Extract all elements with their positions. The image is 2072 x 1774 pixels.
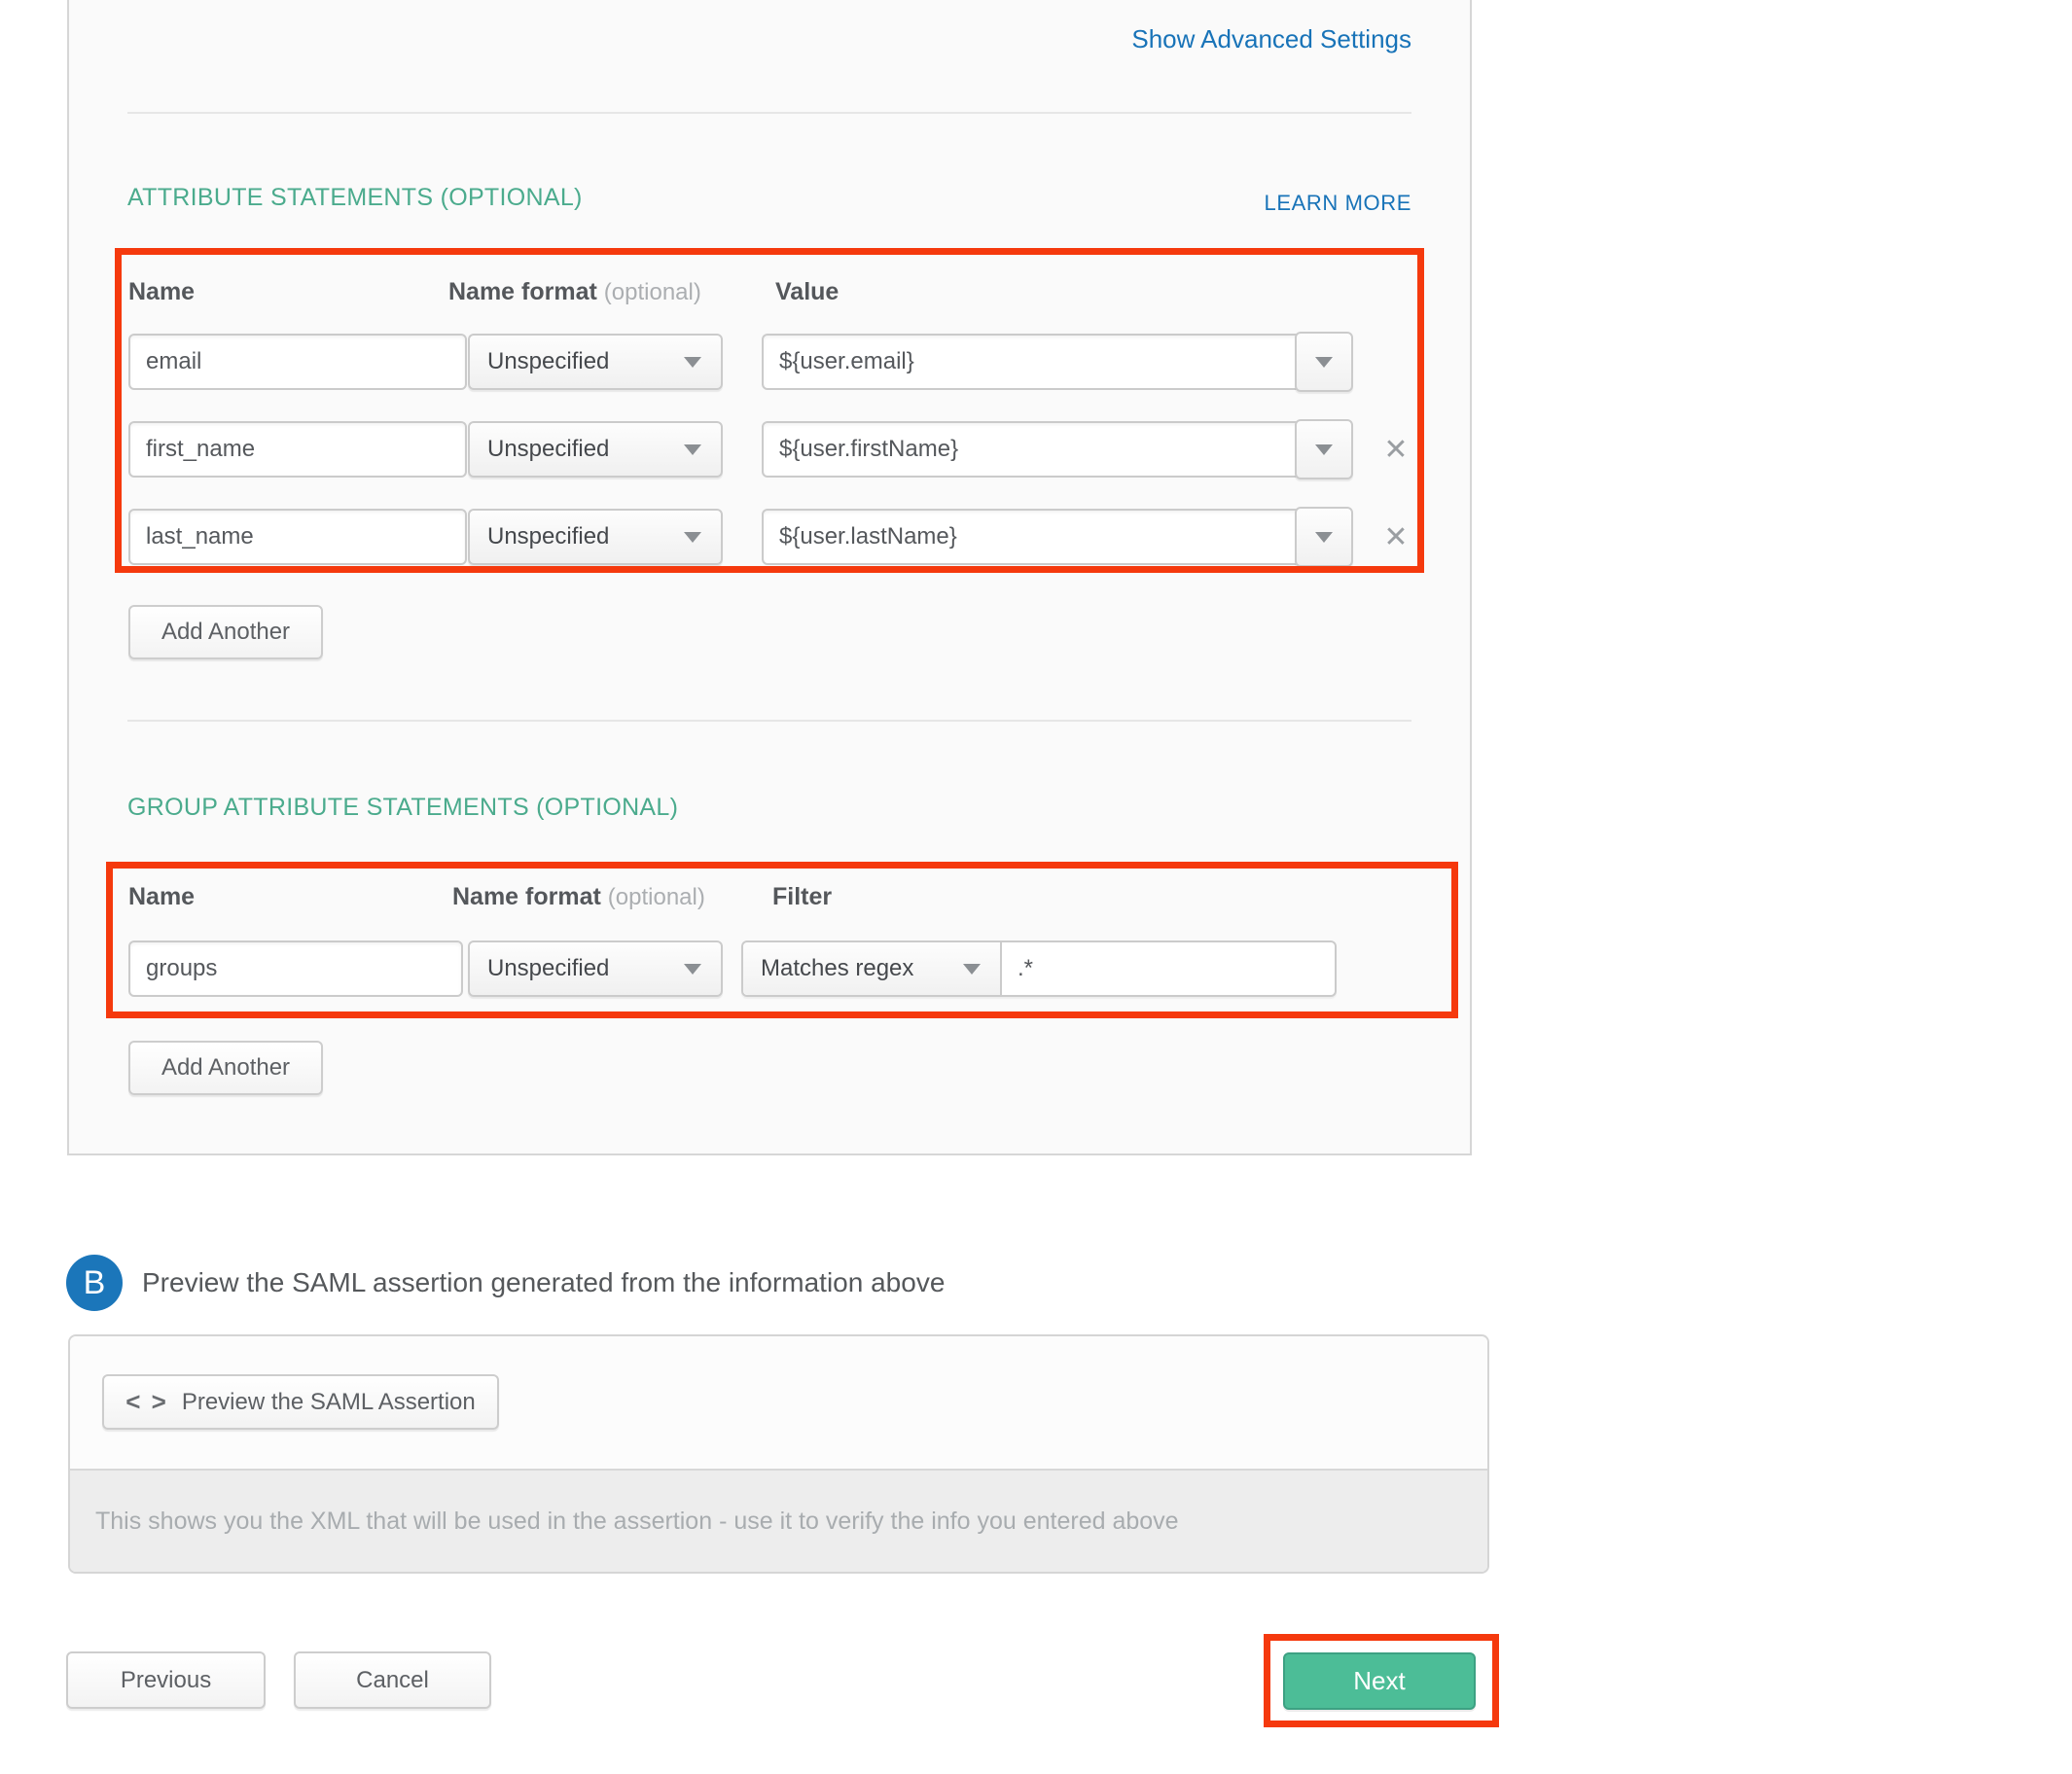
group-column-header-optional-label: (optional) (607, 884, 705, 910)
filter-type-dropdown[interactable] (743, 942, 1002, 995)
chevron-down-icon (1315, 444, 1333, 455)
group-name-format-dropdown[interactable] (468, 940, 723, 997)
cancel-button[interactable]: Cancel (294, 1651, 491, 1709)
column-header-name-format-label: Name format (448, 278, 597, 305)
value-dropdown-button[interactable] (1295, 507, 1353, 567)
name-format-value: Unspecified (487, 436, 610, 462)
preview-box-top (70, 1336, 1487, 1469)
column-header-value: Value (775, 278, 840, 305)
divider (127, 720, 1411, 722)
group-column-header-name: Name (128, 883, 196, 910)
chevron-down-icon (1315, 532, 1333, 543)
group-column-header-name-format-label: Name format (452, 883, 601, 910)
filter-value-input[interactable] (1002, 942, 1335, 995)
step-b-title: Preview the SAML assertion generated from the information above (142, 1267, 946, 1297)
attribute-value-combo (762, 421, 1351, 478)
add-another-attribute-button[interactable]: Add Another (128, 605, 323, 659)
column-header-optional-label: (optional) (603, 279, 701, 305)
name-format-value: Unspecified (487, 523, 610, 550)
column-header-name: Name (128, 278, 196, 305)
attribute-value-input[interactable] (762, 421, 1351, 478)
attribute-value-input[interactable] (762, 509, 1351, 565)
divider (127, 112, 1411, 114)
chevron-down-icon (1315, 357, 1333, 368)
add-another-group-attribute-button[interactable]: Add Another (128, 1041, 323, 1095)
saml-settings-panel (67, 0, 1472, 1155)
preview-saml-assertion-button[interactable] (102, 1374, 499, 1430)
show-advanced-settings-link[interactable]: Show Advanced Settings (1131, 24, 1411, 53)
name-format-dropdown[interactable] (468, 334, 723, 390)
close-icon: ✕ (1383, 433, 1409, 466)
learn-more-link[interactable]: LEARN MORE (1264, 191, 1411, 215)
step-b-badge: B (66, 1255, 123, 1311)
remove-attribute-button[interactable] (1375, 421, 1417, 478)
next-button[interactable]: Next (1283, 1652, 1476, 1710)
column-header-name-format (448, 278, 701, 306)
chevron-down-icon (963, 964, 981, 975)
saml-assertion-preview-box (68, 1334, 1489, 1574)
group-filter-combo (741, 940, 1337, 997)
remove-attribute-button[interactable] (1375, 509, 1417, 565)
chevron-down-icon (684, 964, 701, 975)
close-icon: ✕ (1383, 520, 1409, 553)
chevron-down-icon (684, 532, 701, 543)
chevron-down-icon (684, 357, 701, 368)
group-column-header-filter: Filter (772, 883, 833, 910)
value-dropdown-button[interactable] (1295, 332, 1353, 392)
filter-type-value: Matches regex (761, 955, 914, 981)
attribute-name-input[interactable] (128, 334, 467, 390)
preview-box-note-area (70, 1469, 1487, 1574)
attribute-value-combo (762, 334, 1351, 390)
attribute-value-combo (762, 509, 1351, 565)
name-format-value: Unspecified (487, 348, 610, 374)
name-format-dropdown[interactable] (468, 509, 723, 565)
group-name-input[interactable] (128, 940, 463, 997)
name-format-dropdown[interactable] (468, 421, 723, 478)
attribute-name-input[interactable] (128, 509, 467, 565)
preview-saml-assertion-label: Preview the SAML Assertion (181, 1388, 476, 1415)
attribute-value-input[interactable] (762, 334, 1351, 390)
group-attribute-statements-title: GROUP ATTRIBUTE STATEMENTS (OPTIONAL) (127, 794, 679, 821)
previous-button[interactable]: Previous (66, 1651, 266, 1709)
code-icon: < > (125, 1387, 168, 1416)
attribute-name-input[interactable] (128, 421, 467, 478)
group-name-format-value: Unspecified (487, 955, 610, 981)
chevron-down-icon (684, 444, 701, 455)
group-column-header-name-format (452, 883, 705, 911)
preview-box-note: This shows you the XML that will be used in the assertion - use it to verify the info you entered above (95, 1508, 1179, 1535)
value-dropdown-button[interactable] (1295, 419, 1353, 479)
attribute-statements-title: ATTRIBUTE STATEMENTS (OPTIONAL) (127, 184, 583, 211)
